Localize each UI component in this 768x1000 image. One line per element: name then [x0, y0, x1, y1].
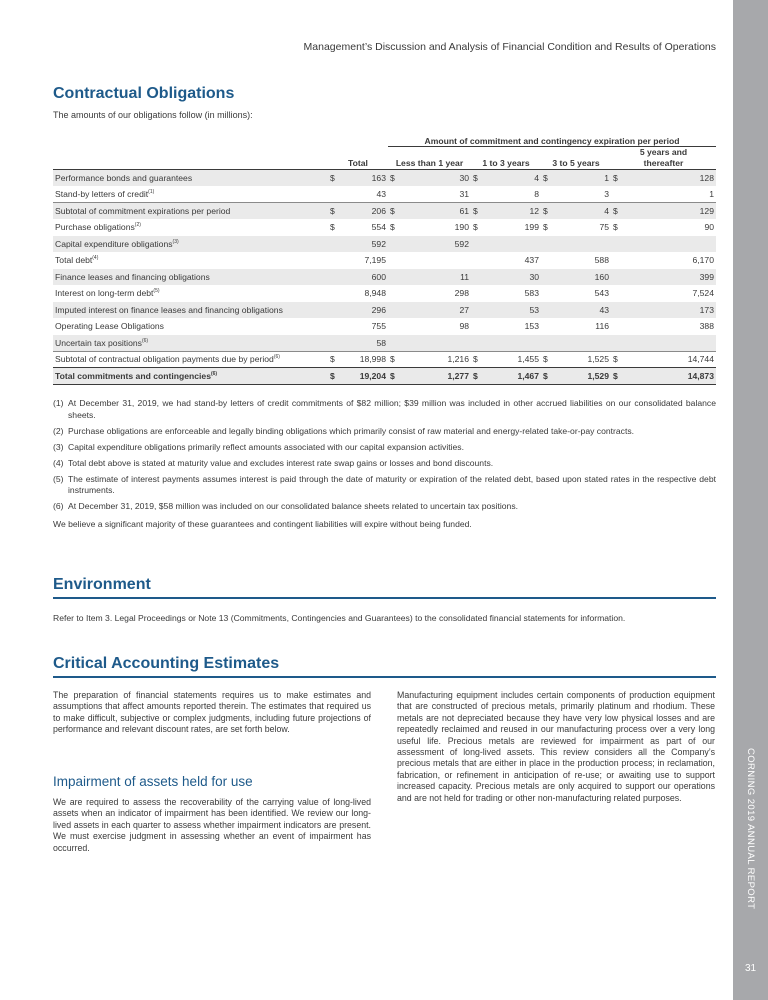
cell-y5plus: 173 — [641, 302, 716, 319]
footnote-text: The estimate of interest payments assumes interest is paid through the date of maturity or expiration of the related debt, based upon stated rates in the respective debt instruments. — [68, 473, 716, 495]
cell-y1to3: 1,455 — [501, 351, 541, 368]
side-report-title — [733, 748, 768, 918]
cell-y3to5: 543 — [594, 288, 609, 299]
critical-intro-paragraph: The preparation of financial statements requires us to make estimates and assumptions that affect amounts reported therein. The estimates that required us to make difficult, subjective or complex judgments, including future projections of performance and relevant discount rates, are set forth below. — [53, 690, 371, 735]
cell-y1to3: 153 — [524, 321, 539, 332]
currency-symbol — [388, 236, 433, 253]
col-header-5-years-plus-line1: 5 years and — [639, 147, 688, 157]
cell-y1to3: 4 — [501, 170, 541, 187]
cell-lt1: 98 — [459, 321, 469, 332]
footnote-number: (5) — [53, 473, 64, 484]
footnote — [53, 398, 716, 421]
cell-y3to5 — [571, 236, 611, 253]
footnote-ref: (2) — [134, 222, 141, 229]
cell-y5plus: 388 — [699, 321, 714, 332]
table-row — [53, 236, 716, 253]
currency-symbol — [541, 318, 571, 335]
currency-symbol — [471, 186, 501, 203]
table-row — [53, 203, 716, 220]
col-header-1-to-3-years: 1 to 3 years — [471, 147, 541, 170]
currency-symbol — [388, 318, 433, 335]
table-row — [53, 368, 716, 385]
table-group-header-row — [53, 130, 716, 147]
currency-symbol: $ — [328, 368, 348, 385]
currency-symbol — [328, 236, 348, 253]
cell-total: 58 — [348, 335, 388, 352]
row-label — [53, 351, 328, 368]
cell-y5plus — [641, 335, 716, 352]
footnote-text: At December 31, 2019, we had stand-by letters of credit commitments of $82 million; $39 million was included in other accrued liabilities on our consolidated balance sheets. — [68, 398, 716, 420]
cell-lt1: 61 — [433, 203, 471, 220]
currency-symbol — [541, 302, 571, 319]
currency-symbol — [611, 269, 641, 286]
cell-y1to3: 12 — [501, 203, 541, 220]
table-row — [53, 302, 716, 319]
cell-y3to5 — [571, 335, 611, 352]
cell-lt1 — [433, 252, 471, 269]
currency-symbol — [611, 186, 641, 203]
currency-symbol: $ — [330, 222, 335, 233]
cell-y5plus: 14,873 — [641, 368, 716, 385]
currency-symbol — [328, 186, 348, 203]
cell-total: 206 — [348, 203, 388, 220]
closing-statement: We believe a significant majority of these guarantees and contingent liabilities will expire without being funded. — [53, 518, 472, 529]
row-label — [53, 252, 328, 269]
currency-symbol: $ — [611, 368, 641, 385]
currency-symbol — [471, 269, 501, 286]
row-label — [53, 285, 328, 302]
footnote-ref: (6) — [210, 370, 218, 377]
currency-symbol: $ — [388, 170, 433, 187]
currency-symbol — [388, 186, 433, 203]
currency-symbol — [541, 186, 571, 203]
currency-symbol: $ — [541, 368, 571, 385]
cell-lt1: 1,277 — [433, 368, 471, 385]
cell-y1to3 — [501, 335, 541, 352]
currency-symbol: $ — [613, 222, 618, 233]
row-label-text: Subtotal of commitment expirations per period — [55, 206, 231, 216]
cell-total: 554 — [371, 222, 386, 233]
currency-symbol — [388, 285, 433, 302]
footnote-text: Total debt above is stated at maturity value and excludes interest rate swap gains or losses and bond discounts. — [68, 457, 494, 468]
footnote-text: Purchase obligations are enforceable and legally binding obligations which primarily consist of raw material and energy-related take-or-pay contracts. — [68, 425, 635, 436]
cell-y5plus: 7,524 — [692, 288, 714, 299]
footnote-ref: (1) — [148, 189, 155, 196]
critical-accounting-rule — [53, 676, 716, 678]
cell-y1to3: 30 — [501, 269, 541, 286]
currency-symbol: $ — [611, 203, 641, 220]
cell-y5plus — [641, 236, 716, 253]
footnote-ref: (6) — [141, 337, 149, 344]
cell-y3to5: 160 — [571, 269, 611, 286]
page-number: 31 — [744, 963, 757, 974]
footnote — [53, 442, 716, 454]
footnote — [53, 426, 716, 438]
cell-y1to3: 199 — [524, 222, 539, 233]
cell-lt1: 298 — [454, 288, 469, 299]
currency-symbol — [388, 252, 433, 269]
currency-symbol: $ — [471, 351, 501, 368]
currency-symbol — [471, 318, 501, 335]
cell-y3to5: 588 — [594, 255, 609, 266]
currency-symbol — [541, 335, 571, 352]
cell-lt1: 31 — [459, 189, 469, 199]
currency-symbol: $ — [328, 351, 348, 368]
table-row — [53, 219, 716, 236]
environment-text: Refer to Item 3. Legal Proceedings or Note 13 (Commitments, Contingencies and Guarantees) to the consolidated financial statements for information. — [53, 613, 626, 623]
currency-symbol — [471, 335, 501, 352]
cell-y3to5: 43 — [571, 302, 611, 319]
environment-heading: Environment — [53, 576, 151, 593]
row-label-text: Subtotal of contractual obligation payments due by period — [55, 354, 274, 365]
critical-accounting-heading: Critical Accounting Estimates — [53, 655, 280, 672]
footnote-ref: (6) — [273, 354, 280, 361]
table-row — [53, 186, 716, 203]
currency-symbol — [611, 335, 641, 352]
currency-symbol: $ — [388, 368, 433, 385]
currency-symbol: $ — [543, 222, 548, 233]
cell-y3to5: 1,525 — [571, 351, 611, 368]
col-header-5-years-plus-line2: thereafter — [643, 158, 684, 168]
table-row — [53, 170, 716, 187]
row-label — [53, 335, 328, 352]
row-label-text: Performance bonds and guarantees — [55, 173, 193, 183]
footnote — [53, 474, 716, 497]
group-header: Amount of commitment and contingency expiration per period — [388, 130, 716, 147]
currency-symbol — [388, 302, 433, 319]
cell-total: 19,204 — [348, 368, 388, 385]
footnote-text: At December 31, 2019, $58 million was included on our consolidated balance sheets related to uncertain tax positions. — [68, 501, 519, 511]
row-label-text: Interest on long-term debt — [55, 288, 154, 299]
footnote-ref: (4) — [92, 255, 99, 262]
contractual-obligations-heading: Contractual Obligations — [53, 85, 235, 102]
cell-y1to3: 1,467 — [501, 368, 541, 385]
contractual-obligations-table — [53, 130, 716, 385]
footnote — [53, 458, 716, 470]
cell-y1to3: 437 — [524, 255, 539, 266]
table-column-header-row — [53, 147, 716, 170]
currency-symbol: $ — [471, 170, 501, 187]
currency-symbol — [541, 285, 571, 302]
cell-y5plus: 399 — [641, 269, 716, 286]
currency-symbol — [328, 302, 348, 319]
row-label-text: Operating Lease Obligations — [55, 321, 164, 332]
table-row — [53, 318, 716, 335]
cell-y1to3 — [501, 236, 541, 253]
cell-y3to5: 4 — [571, 203, 611, 220]
currency-symbol: $ — [541, 170, 571, 187]
cell-y5plus: 1 — [709, 189, 714, 199]
cell-total: 755 — [371, 321, 386, 332]
table-row — [53, 285, 716, 302]
cell-total: 18,998 — [348, 351, 388, 368]
currency-symbol — [328, 285, 348, 302]
currency-symbol — [328, 335, 348, 352]
row-label-text: Imputed interest on finance leases and financing obligations — [55, 304, 283, 315]
col-header-less-than-1-year: Less than 1 year — [388, 147, 471, 170]
side-report-title-text: CORNING 2019 ANNUAL REPORT — [745, 748, 756, 910]
row-label-text: Total commitments and contingencies — [55, 370, 211, 381]
cell-lt1: 1,216 — [433, 351, 471, 368]
currency-symbol — [328, 252, 348, 269]
footnote-text: Capital expenditure obligations primarily reflect amounts associated with our capital expansion activities. — [68, 441, 464, 452]
currency-symbol — [611, 302, 641, 319]
environment-rule — [53, 597, 716, 599]
precious-metals-paragraph: Manufacturing equipment includes certain components of production equipment that are constructed of precious metals, primarily platinum and rhodium. These metals are not depreciated because they have very low physical losses and are repeatedly reclaimed and reused in our manufacturing process over a very long useful life. Precious metals are reviewed for impairment as part of our assessment of long-lived assets. This review considers all the Company’s precious metals that are either in place in the production process; in reclamation, fabrication, or refinement in anticipation of re-use; or awaiting use to support increased capacity. Precious metals are only acquired to support our operations and are not held for trading or other non-manufacturing related purposes. — [397, 690, 715, 803]
footnote-number: (6) — [53, 501, 64, 511]
currency-symbol: $ — [611, 351, 641, 368]
row-label — [53, 186, 328, 203]
cell-y5plus: 128 — [641, 170, 716, 187]
currency-symbol — [541, 236, 571, 253]
cell-lt1: 27 — [433, 302, 471, 319]
impairment-paragraph: We are required to assess the recoverability of the carrying value of long-lived assets when an indicator of impairment has been identified. We review our long-lived assets in each quarter to assess whether impairment indicators are present. We must exercise judgment in assessing whether an event of impairment has occurred. — [53, 797, 371, 853]
cell-y1to3: 53 — [501, 302, 541, 319]
row-label — [53, 236, 328, 253]
row-label-text: Finance leases and financing obligations — [55, 271, 210, 282]
cell-y1to3: 8 — [534, 189, 539, 199]
table-row — [53, 351, 716, 368]
currency-symbol — [388, 269, 433, 286]
cell-y5plus: 90 — [704, 222, 714, 233]
currency-symbol — [611, 236, 641, 253]
row-label — [53, 269, 328, 286]
currency-symbol — [611, 318, 641, 335]
row-label — [53, 302, 328, 319]
row-label-text: Capital expenditure obligations — [55, 238, 173, 249]
currency-symbol — [471, 285, 501, 302]
currency-symbol — [471, 236, 501, 253]
row-label — [53, 219, 328, 236]
cell-total: 592 — [348, 236, 388, 253]
cell-y3to5: 116 — [595, 321, 609, 332]
cell-lt1: 592 — [433, 236, 471, 253]
row-label-text: Uncertain tax positions — [55, 337, 142, 348]
currency-symbol — [611, 252, 641, 269]
cell-y3to5: 75 — [599, 222, 609, 233]
table-row — [53, 335, 716, 352]
table-row — [53, 269, 716, 286]
footnote — [53, 501, 716, 513]
footnote-number: (2) — [53, 425, 64, 436]
currency-symbol: $ — [611, 170, 641, 187]
currency-symbol — [541, 269, 571, 286]
row-label — [53, 368, 328, 385]
currency-symbol — [471, 252, 501, 269]
row-label — [53, 170, 328, 187]
cell-y5plus: 6,170 — [692, 255, 714, 266]
currency-symbol — [328, 269, 348, 286]
cell-lt1: 30 — [433, 170, 471, 187]
table-row — [53, 252, 716, 269]
currency-symbol: $ — [388, 351, 433, 368]
currency-symbol: $ — [471, 368, 501, 385]
row-label-text: Purchase obligations — [55, 222, 135, 233]
row-label-text: Stand-by letters of credit — [55, 189, 149, 199]
impairment-subheading: Impairment of assets held for use — [53, 774, 253, 789]
footnote-ref: (3) — [172, 238, 179, 245]
col-header-5-years-plus — [611, 147, 716, 170]
table-body — [53, 170, 716, 385]
cell-total: 8,948 — [364, 288, 386, 299]
cell-lt1: 11 — [433, 269, 471, 286]
cell-y3to5: 1,529 — [571, 368, 611, 385]
col-header-total: Total — [328, 147, 388, 170]
cell-y5plus: 14,744 — [641, 351, 716, 368]
footnote-number: (4) — [53, 457, 64, 468]
cell-lt1: 190 — [454, 222, 469, 233]
cell-lt1 — [433, 335, 471, 352]
cell-y5plus: 129 — [641, 203, 716, 220]
currency-symbol: $ — [471, 203, 501, 220]
cell-total: 600 — [348, 269, 388, 286]
footnote-list — [53, 398, 716, 513]
currency-symbol — [611, 285, 641, 302]
currency-symbol — [541, 252, 571, 269]
footnotes — [53, 398, 716, 530]
currency-symbol: $ — [473, 222, 478, 233]
cell-y3to5: 1 — [571, 170, 611, 187]
row-label — [53, 318, 328, 335]
footnote-number: (3) — [53, 441, 64, 452]
currency-symbol: $ — [390, 222, 395, 233]
contractual-intro: The amounts of our obligations follow (in millions): — [53, 110, 253, 120]
cell-total: 43 — [376, 189, 386, 199]
currency-symbol — [388, 335, 433, 352]
row-label — [53, 203, 328, 220]
currency-symbol: $ — [328, 170, 348, 187]
cell-total: 163 — [348, 170, 388, 187]
running-header: Management’s Discussion and Analysis of Financial Condition and Results of Operations — [303, 41, 716, 53]
currency-symbol: $ — [388, 203, 433, 220]
cell-y3to5: 3 — [604, 189, 609, 199]
currency-symbol: $ — [328, 203, 348, 220]
col-header-3-to-5-years: 3 to 5 years — [541, 147, 611, 170]
footnote-ref: (5) — [153, 288, 160, 295]
cell-total: 7,195 — [364, 255, 386, 266]
cell-total: 296 — [348, 302, 388, 319]
row-label-text: Total debt — [55, 255, 93, 266]
currency-symbol — [471, 302, 501, 319]
cell-y1to3: 583 — [524, 288, 539, 299]
currency-symbol — [328, 318, 348, 335]
footnote-number: (1) — [53, 398, 64, 408]
currency-symbol: $ — [541, 351, 571, 368]
currency-symbol: $ — [541, 203, 571, 220]
